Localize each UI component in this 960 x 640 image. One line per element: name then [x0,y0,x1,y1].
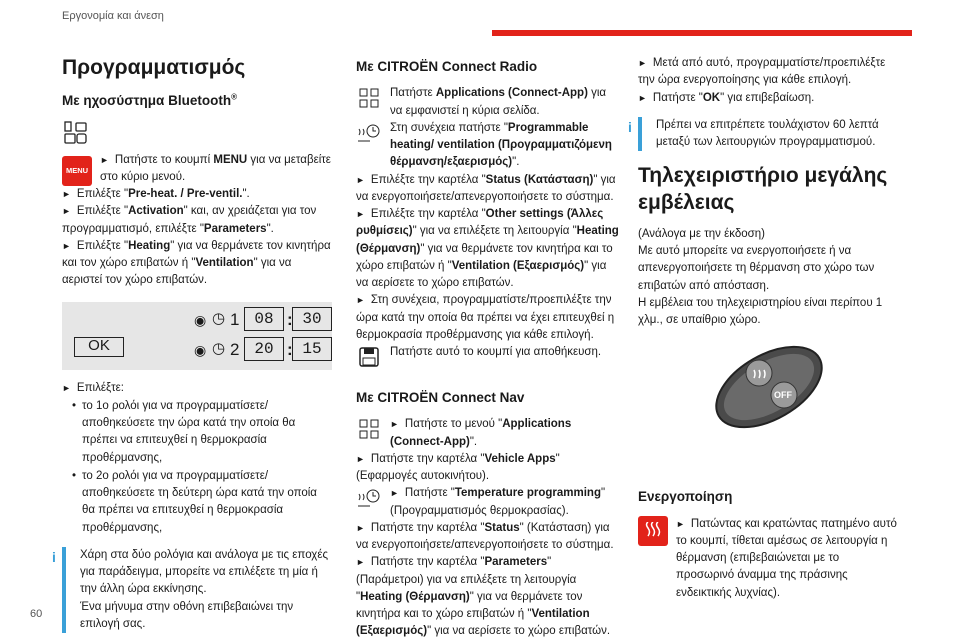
radio-icon: ◉ [194,311,207,328]
nav-step-apps: ► Πατήστε το μενού "Applications (Connect-App)". [356,416,620,451]
nav-step-temperature: ► Πατήστε "Temperature programming" (Προγραμματισμός θερμοκρασίας). [356,485,620,520]
radio-step-status: ► Επιλέξτε την καρτέλα "Status (Κατάσταση)" για να ενεργοποιήσετε/απενεργοποιήσετε το σύστημα. [356,172,620,207]
timer1-minutes: 30 [292,307,332,331]
bullet-clock1: • το 1ο ρολόι για να προγραμματίσετε/αποθηκεύσετε την ώρα κατά την οποία θα πρέπει να επιτευχθεί η θερμοκρασία προθέρμανσης, [62,398,332,467]
heating-button-icon [638,516,668,546]
nav-step-status: ► Πατήστε την καρτέλα "Status" (Κατάσταση) για να ενεργοποιήσετε/απενεργοποιήσετε το σύστημα. [356,520,620,555]
remote-off-label: OFF [774,390,792,401]
remote-range: Η εμβέλεια του τηλεχειριστηρίου είναι περίπου 1 χλμ., σε υπαίθριο χώρο. [638,296,883,326]
step-heating: ► Επιλέξτε "Heating" για να θερμάνετε τον κινητήρα και τον χώρο επιβατών ή "Ventilation" για να αεριστεί τον χώρο επιβατών. [62,238,332,290]
timer-display-panel [62,302,332,370]
remote-edition-note: (Ανάλογα με την έκδοση) [638,227,765,240]
radio-step-apps: Πατήστε Applications (Connect-App) για να εμφανιστεί η κύρια σελίδα. [356,85,620,120]
section-activation: Ενεργοποίηση [638,489,733,505]
column-middle [356,55,620,640]
ok-button-display: OK [74,337,124,357]
save-icon [356,344,382,370]
remote-control-illustration [704,337,834,437]
radio-icon: ◉ [194,341,207,358]
remote-control-title: Τηλεχειριστήριο μεγάλης εμβέλειας [638,164,888,214]
nav-step-vehicle-apps: ► Πατήστε την καρτέλα "Vehicle Apps" (Εφαρμογές αυτοκινήτου). [356,451,620,486]
activation-step: ► Πατώντας και κρατώντας πατημένο αυτό το κουμπί, τίθεται αμέσως σε λειτουργία η θέρμανση (επιβεβαιώνεται με το προσωρινό άναμμα της πράσινης ενδεικτικής λυχνίας). [638,516,900,602]
step-schedule-time: ► Μετά από αυτό, προγραμματίστε/προεπιλέξτε την ώρα ενεργοποίησης για κάθε επιλογή. [638,55,900,90]
radio-step-schedule: ► Στη συνέχεια, προγραμματίστε/προεπιλέξτε την ώρα κατά την οποία θα πρέπει να έχει επιτευχθεί η θερμοκρασία προθέρμανσης για κάθε επιλογή. [356,292,620,344]
header-accent-bar [492,30,912,36]
timer2-number: 2 [230,339,240,359]
timer1-hours: 08 [244,307,284,331]
radio-step-programmable: Στη συνέχεια πατήστε "Programmable heating/ ventilation (Προγραμματιζόμενη θέρμανση/εξαερισμός)". [356,120,620,172]
section-connect-nav: Με CITROËN Connect Nav [356,390,525,405]
step-menu: MENU ► Πατήστε το κουμπί MENU για να μεταβείτε στο κύριο μενού. [62,152,332,187]
running-header: Εργονομία και άνεση [62,10,164,22]
section-connect-radio: Με CITROËN Connect Radio [356,59,538,74]
info-note-interval: i Πρέπει να επιτρέπετε τουλάχιστον 60 λεπτά μεταξύ των λειτουργιών προγραμματισμού. [638,117,900,152]
step-activation: ► Επιλέξτε "Activation" και, αν χρειάζεται για τον προγραμματισμό, επιλέξτε "Parameters". [62,203,332,238]
remote-description: Με αυτό μπορείτε να ενεργοποιήσετε ή να απενεργοποιήσετε τη θέρμανση στο χώρο των επιβατών από απόσταση. [638,245,875,292]
clock-icon: ◷ [212,339,226,357]
select-label: ► Επιλέξτε: [62,380,332,397]
page-title: Προγραμματισμός [62,56,246,79]
step-preheat: ► Επιλέξτε "Pre-heat. / Pre-ventil.". [62,186,332,203]
clock-icon: ◷ [212,309,226,327]
page-number: 60 [30,608,43,620]
nav-step-parameters: ► Πατήστε την καρτέλα "Parameters" (Παράμετροι) για να επιλέξετε τη λειτουργία "Heating (Θέρμανση)" για να θερμάνετε τον κινητήρα και το χώρο επιβατών ή "Ventilation (Εξαερισμός)" για να αερίσετε το χώρο επιβατών. [356,554,620,640]
timer2-hours: 20 [244,337,284,361]
timer1-colon: : [287,309,293,329]
section-bluetooth: Με ηχοσύστημα Bluetooth® [62,92,237,109]
column-left [52,55,332,640]
heater-settings-icon [62,120,88,146]
apps-grid-icon [356,416,382,442]
timer1-number: 1 [230,309,240,329]
step-confirm-ok: ► Πατήστε "OK" για επιβεβαίωση. [638,90,900,107]
info-note: i Χάρη στα δύο ρολόγια και ανάλογα με τις εποχές για παράδειγμα, μπορείτε να επιλέξετε τη μία ή την άλλη ώρα εκκίνησης. Ένα μήνυμα στην οθόνη επιβεβαιώνει την επιλογή σας. [62,547,332,633]
heating-clock-icon [356,485,382,511]
heating-clock-icon [356,120,382,146]
radio-step-other-settings: ► Επιλέξτε την καρτέλα "Other settings (Άλλες ρυθμίσεις)" για να επιλέξετε τη λειτουργία "Heating (Θέρμανση)" για να θερμάνετε τον κινητήρα και το χώρο επιβατών ή "Ventilation (Εξαερισμός)" για να αερίσετε το χώρο επιβατών. [356,206,620,292]
timer2-colon: : [287,339,293,359]
timer2-minutes: 15 [292,337,332,361]
menu-button-icon: MENU [62,156,92,186]
info-icon: i [628,118,632,135]
info-icon: i [52,548,56,565]
bullet-clock2: • το 2ο ρολόι για να προγραμματίσετε/αποθηκεύσετε τη δεύτερη ώρα κατά την οποία θα πρέπει να επιτευχθεί η θερμοκρασία προθέρμανσης, [62,468,332,537]
radio-step-save: Πατήστε αυτό το κουμπί για αποθήκευση. [356,344,620,370]
column-right [628,55,900,602]
apps-grid-icon [356,85,382,111]
